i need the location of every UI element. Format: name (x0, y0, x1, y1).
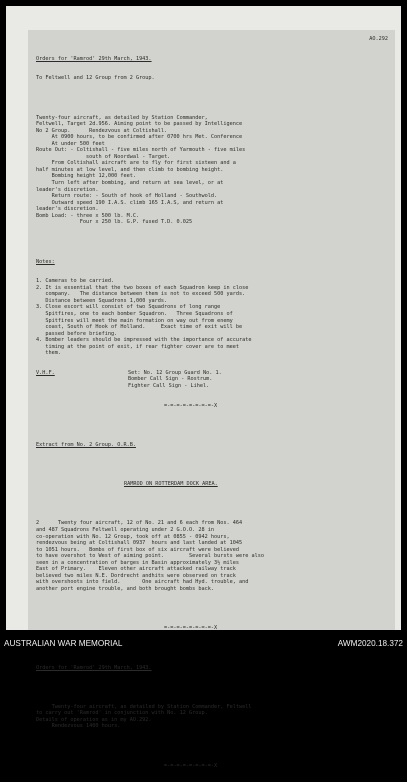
spacer (36, 501, 388, 508)
orders2-line: Details of operation as in my AO.292. (36, 716, 152, 723)
archive-accession-number: AWM2020.18.372 (337, 639, 403, 648)
document-text (36, 36, 388, 782)
note-line: company. The distance between them is not to exceed 500 yards. (36, 291, 246, 298)
spacer (36, 422, 388, 429)
orders-line: Feltwell, Target 2d.956. Aiming point to be passed by Intelligence (36, 121, 243, 128)
spacer (36, 684, 388, 691)
spacer (36, 95, 388, 102)
separator-line: =-=-=-=-=-=-=-=-X (164, 625, 218, 632)
raid-report (36, 520, 388, 592)
raid-line: to 1051 hours. Bombs of first box of six aircraft were believed (36, 546, 240, 553)
spacer (36, 462, 388, 469)
note-line: 4. Bomber leaders should be impressed with the importance of accurate (36, 337, 252, 344)
raid-line: to have overshot to West of aiming point. Several bursts were also (36, 553, 264, 560)
orders-line: Return route: - South of hook of Holland - Southwold. (36, 193, 218, 200)
separator-line: =-=-=-=-=-=-=-=-X (164, 402, 218, 409)
spacer (36, 239, 388, 246)
orders-heading: Orders for 'Ramrod' 29th March, 1943. (36, 55, 152, 62)
orders-line: leader's discretion. (36, 206, 99, 213)
raid-line: believed two miles N.E. Dordrecht andhits were observed on track (36, 572, 236, 579)
vhf-line: Set: No. 12 Group Guard No. 1. (128, 369, 222, 376)
raid-line: rendezvous being at Coltishall 0937 hours and last landed at 1045 (36, 540, 243, 547)
notes-list (36, 278, 388, 357)
orders2-line: to carry out 'Ramrod' in conjunction with No. 12 Group. (36, 710, 208, 717)
note-line: timing at the point of exit, if rear fighter cover are to meet (36, 343, 240, 350)
raid-line: another port engine trouble, and both brought bombs back. (36, 585, 215, 592)
separator-line: =-=-=-=-=-=-=-=-X (164, 762, 218, 769)
orders-line: leader's discretion. (36, 186, 99, 193)
orders2-heading: Orders for 'Ramrod' 29th March, 1943. (36, 664, 152, 671)
spacer (36, 743, 388, 750)
orders-line: From Coltishall aircraft are to fly for first sixteen and a (36, 160, 236, 167)
vhf-block (36, 370, 388, 390)
raid-line: co-operation with No. 12 Group, took off at 0855 - 0942 hours, (36, 533, 230, 540)
orders-line: Four x 250 lb. G.P. fused T.D. 0.025 (36, 219, 193, 226)
note-line: Distance between Squadrons 1,000 yards. (36, 297, 168, 304)
archive-caption-bar (0, 634, 407, 653)
extract-title: Extract from No. 2 Group. O.R.B. (36, 441, 136, 448)
raid-line: with overshoots into field. One aircraft had Hyd. trouble, and (36, 579, 249, 586)
note-line: passed before briefing. (36, 330, 118, 337)
order-reference: AO.292 (369, 36, 388, 42)
raid-title: RAMROD ON ROTTERDAM DOCK AREA. (124, 481, 218, 488)
orders-line: south of Noordwal - Target. (36, 153, 171, 160)
note-line: coast, South of Hook of Holland. Exact time of exit will be (36, 324, 243, 331)
orders-body (36, 115, 388, 226)
raid-line: and 487 Squadrons Feltwell operating under 2 G.O.O. 28 in (36, 527, 215, 534)
vhf-details (128, 370, 222, 390)
orders-line: Bomb Load: - three x 500 lb. M.C. (36, 212, 140, 219)
orders2-body (36, 704, 388, 730)
orders-subheading: To Feltwell and 12 Group from 2 Group. (36, 75, 155, 82)
note-line: 3. Close escort will consist of two Squadrons of long range (36, 304, 221, 311)
note-line: them. (36, 350, 61, 357)
raid-line: East of Primary. Eleven other aircraft attacked railway track (36, 566, 236, 573)
orders-line: Twenty-four aircraft, as detailed by Station Commander, (36, 114, 208, 121)
note-line: 1. Cameras to be carried. (36, 278, 115, 285)
orders-line: At 0900 hours, to be confirmed after 0700 hrs Met. Conference (36, 134, 243, 141)
spacer (36, 606, 388, 613)
vhf-line: Fighter Call Sign - Lihel. (128, 382, 210, 389)
archive-name: AUSTRALIAN WAR MEMORIAL (4, 639, 123, 648)
note-line: 2. It is essential that the two boxes of each Squadron keep in close (36, 284, 249, 291)
orders-line: Route Out: - Coltishall - five miles north of Yarmouth - five miles (36, 147, 246, 154)
note-line: Spitfires, one to each bomber Squadron. Three Squadrons of (36, 310, 233, 317)
raid-line: 2 Twenty four aircraft, 12 of No. 21 and 6 each from Nos. 464 (36, 520, 243, 527)
orders2-line: Twenty-four aircraft, as detailed by Station Commander, Feltwell (36, 703, 252, 710)
notes-title: Notes: (36, 258, 55, 265)
vhf-label: V.H.F. (36, 369, 55, 376)
note-line: Spitfires will meet the main formation on way out from enemy (36, 317, 233, 324)
orders-line: Bombing height 12,000 feet. (36, 173, 136, 180)
orders-line: At under 500 feet (36, 140, 105, 147)
orders-line: half minutes at low level, and then climb to bombing height. (36, 166, 224, 173)
orders2-line: Rendezvous 1400 hours. (36, 723, 121, 730)
orders-line: Turn left after bombing, and return at sea level, or at (36, 180, 224, 187)
vhf-line: Bomber Call Sign - Rostrum. (128, 376, 213, 383)
raid-line: seen in a concentration of barges in Basin approximately 3½ miles (36, 559, 240, 566)
orders-line: No 2 Group. Rendezvous at Coltishall. (36, 127, 168, 134)
orders-line: Outward speed 190 I.A.S. climb 165 I.A.S, and return at (36, 199, 224, 206)
